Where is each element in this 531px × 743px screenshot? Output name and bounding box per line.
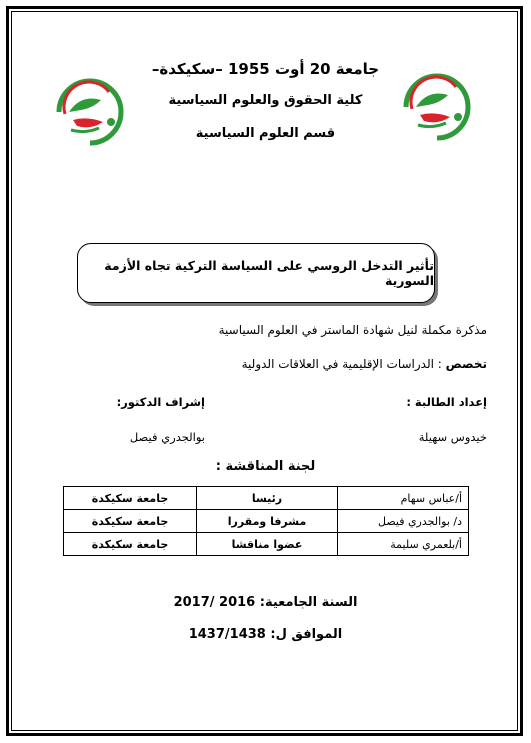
committee-row [64,533,469,556]
thesis-title-box [77,243,435,303]
member-university: جامعة سكيكدة [64,487,197,510]
supervisor-label: إشراف الدكتور: [116,395,205,409]
member-university: جامعة سكيكدة [64,510,197,533]
hijri-year: الموافق ل: 1437/1438 [188,627,343,642]
supervisor-name: بوالجدري فيصل [129,430,205,444]
member-name: أ/بلعمري سليمة [338,533,469,556]
committee-row [64,487,469,510]
memo-description: مذكرة مكملة لنيل شهادة الماستر في العلوم السياسية [218,323,487,337]
member-role: رئيسا [197,487,338,510]
member-role: مشرفا ومقررا [197,510,338,533]
academic-year: السنة الجامعية: 2016 /2017 [173,595,358,610]
member-role: عضوا مناقشا [197,533,338,556]
committee-table [63,486,469,556]
student-name: خيدوس سهيلة [418,430,487,444]
university-name: جامعة 20 أوت 1955 –سكيكدة– [151,60,380,78]
thesis-title: تأثير التدخل الروسي على السياسة التركية تجاه الأزمة السورية [104,258,434,288]
faculty-name: كلية الحقوق والعلوم السياسية [168,93,363,108]
member-name: أ/عباس سهام [338,487,469,510]
member-name: د/ بوالجدري فيصل [338,510,469,533]
member-university: جامعة سكيكدة [64,533,197,556]
specialization-label: تخصص [445,357,487,371]
prepared-by-label: إعداد الطالبة : [406,395,487,409]
specialization-separator: : [433,357,446,371]
committee-row [64,510,469,533]
department-name: قسم العلوم السياسية [195,126,336,141]
specialization-value: الدراسات الإقليمية في العلاقات الدولية [241,357,434,371]
committee-title: لجنة المناقشة : [215,459,316,474]
specialization [242,357,487,371]
